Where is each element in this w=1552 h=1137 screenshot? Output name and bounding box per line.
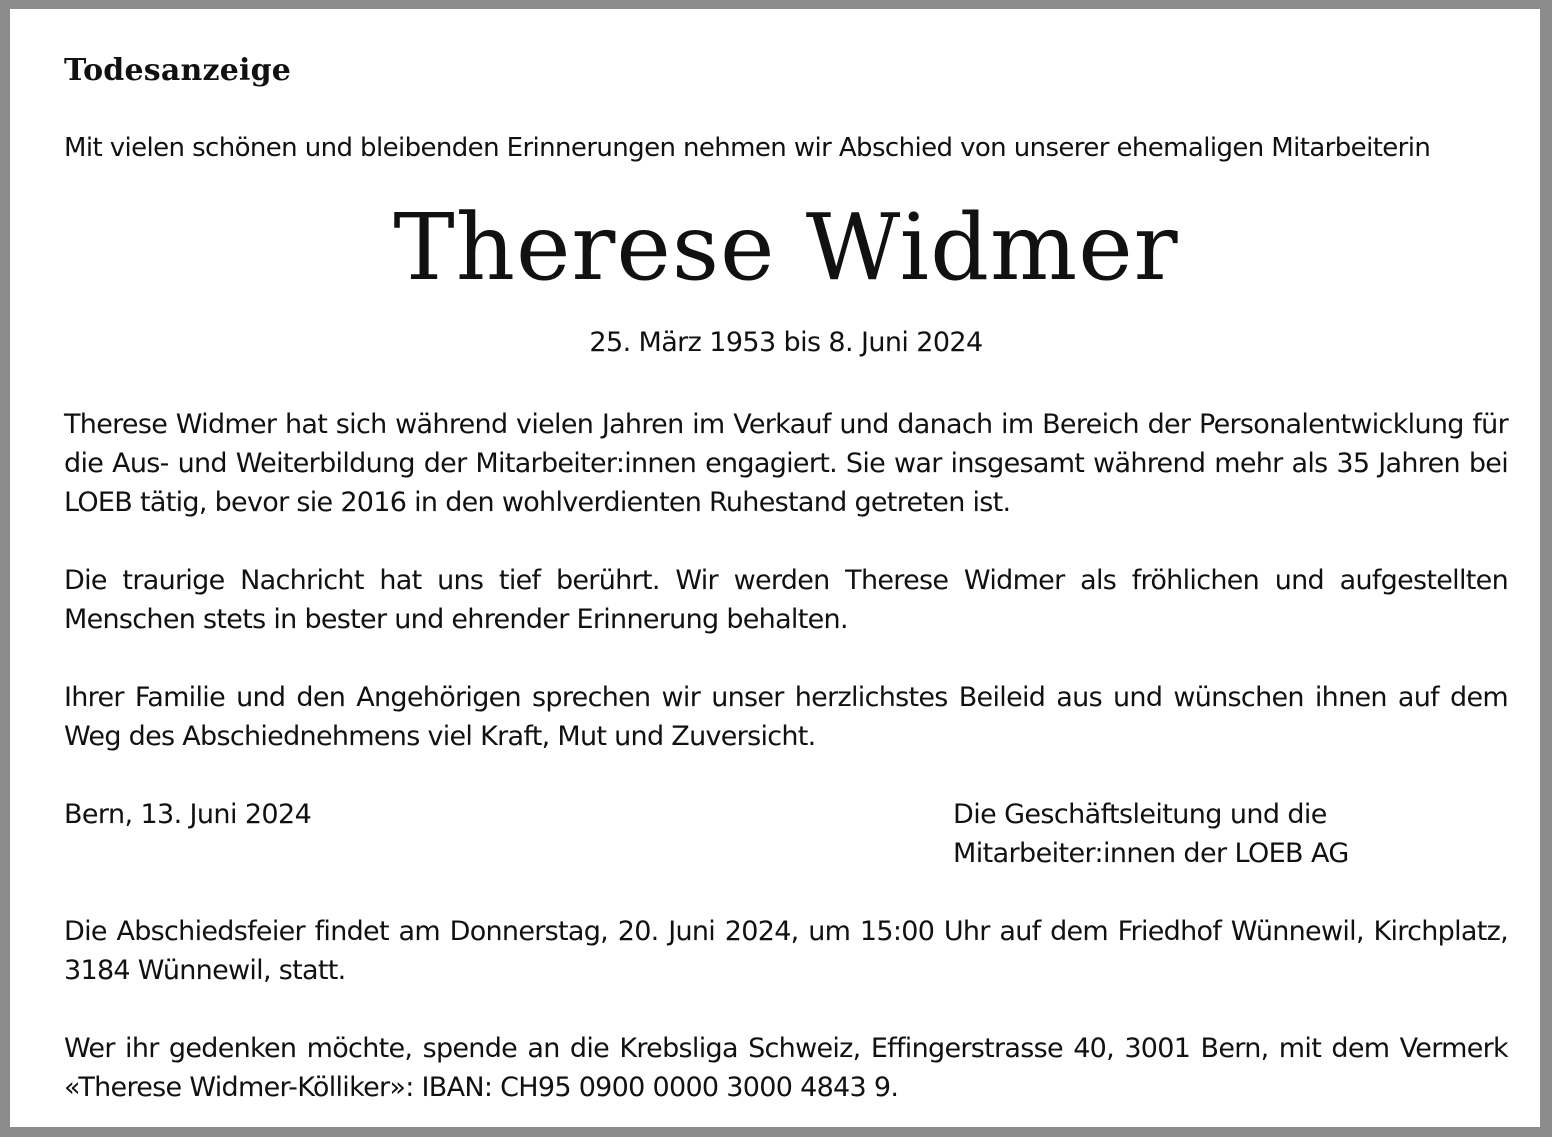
notice-heading: Todesanzeige — [64, 53, 292, 88]
place-and-date: Bern, 13. Juni 2024 — [64, 799, 312, 830]
paragraph-career: Therese Widmer hat sich während vielen Jahren im Verkauf und danach im Bereich der Personalentwicklung für die Aus- und Weiterbildung der Mitarbeiter:innen engagiert. Sie war insgesamt während mehr als 35 Jahren bei LOEB tätig, bevor sie 2016 in den wohlverdienten Ruhestand getreten ist. — [64, 409, 1508, 518]
signature-line: Die Geschäftsleitung und die — [953, 799, 1327, 830]
paragraph-donation: Wer ihr gedenken möchte, spende an die Krebsliga Schweiz, Effingerstrasse 40, 3001 Bern, mit dem Vermerk «Therese Widmer-Kölliker»: IBAN: CH95 0900 0000 3000 4843 9. — [64, 1033, 1508, 1103]
paragraph-ceremony: Die Abschiedsfeier findet am Donnerstag, 20. Juni 2024, um 15:00 Uhr auf dem Friedhof Wünnewil, Kirchplatz, 3184 Wünnewil, statt. — [64, 916, 1508, 986]
signature-block — [953, 795, 1349, 873]
intro-line: Mit vielen schönen und bleibenden Erinnerungen nehmen wir Abschied von unserer ehemaligen Mitarbeiterin — [64, 133, 1431, 163]
paragraph-remembrance: Die traurige Nachricht hat uns tief berührt. Wir werden Therese Widmer als fröhlichen und aufgestellten Menschen stets in bester und ehrender Erinnerung behalten. — [64, 565, 1508, 635]
paragraph-condolences: Ihrer Familie und den Angehörigen sprechen wir unser herzlichstes Beileid aus und wünschen ihnen auf dem Weg des Abschiednehmens viel Kraft, Mut und Zuversicht. — [64, 682, 1508, 752]
signature-line: Mitarbeiter:innen der LOEB AG — [953, 838, 1349, 869]
deceased-name: Therese Widmer — [393, 194, 1179, 301]
life-dates: 25. März 1953 bis 8. Juni 2024 — [589, 327, 983, 358]
